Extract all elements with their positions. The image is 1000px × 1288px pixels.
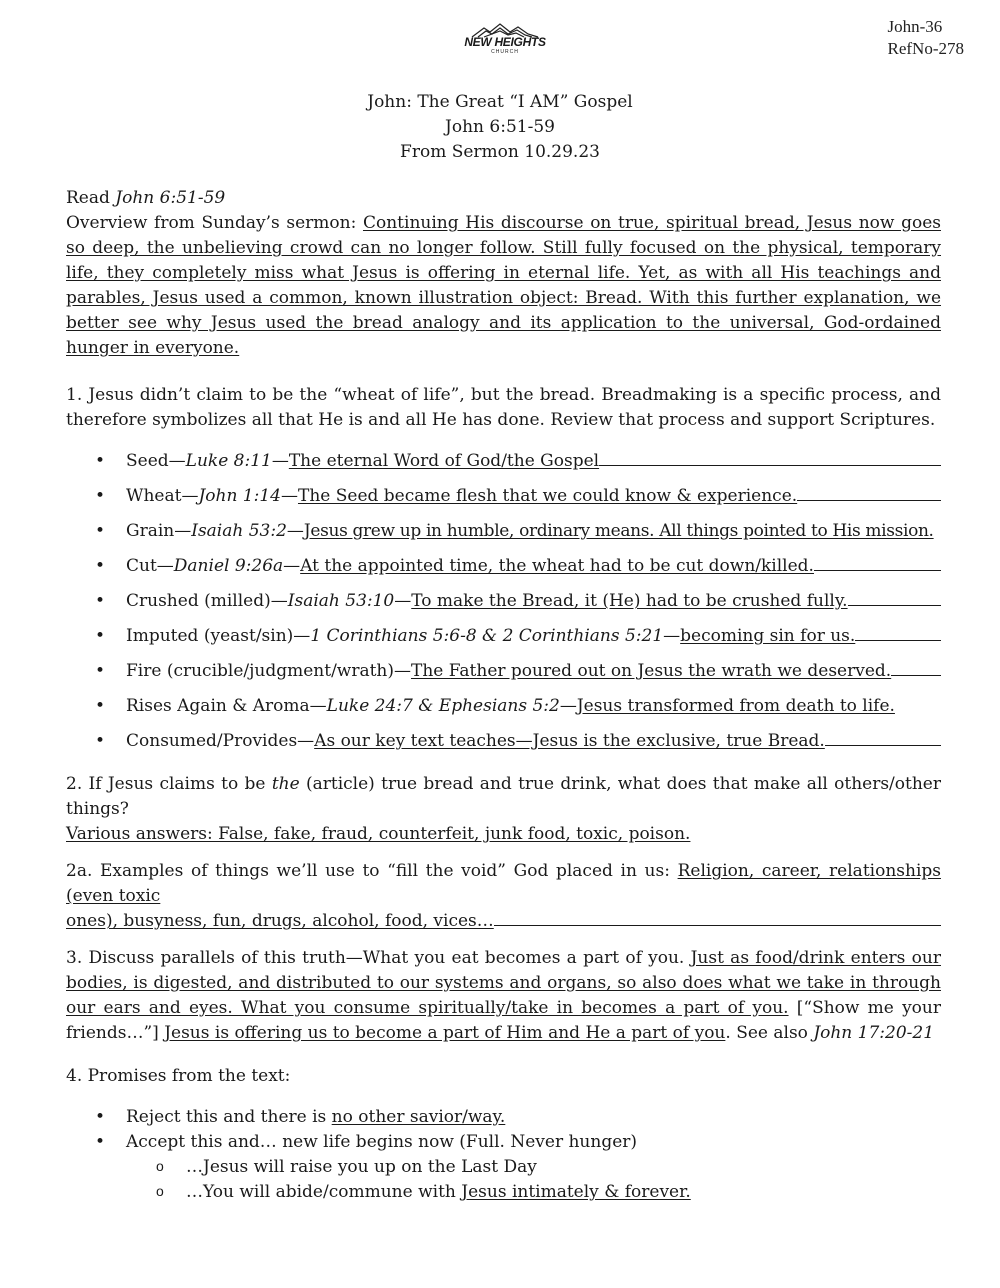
title-line-3: From Sermon 10.29.23 [400, 142, 600, 162]
document-title [0, 90, 1000, 165]
title-line-2: John 6:51-59 [445, 117, 555, 137]
sub-list-item: o …Jesus will raise you up on the Last Day [66, 1155, 941, 1180]
promises-sublist [66, 1155, 941, 1205]
overview-answer: Continuing His discourse on true, spiritual bread, Jesus now goes so deep, the unbelieving crowd can no longer follow. Still fully focused on the physical, temporary life, they completely miss what Jesus is offering in eternal life. Yet, as with all His teachings and parables, Jesus used a common, known illustration object: Bread. With this further explanation, we better see why Jesus used the bread analogy and its application to the universal, God-ordained hunger in everyone. [66, 213, 941, 358]
answer: Jesus is offering us to become a part of Him and He a part of you [164, 1023, 726, 1043]
answer: The Seed became flesh that we could know & experience. [297, 486, 798, 506]
answer: Jesus transformed from death to life. [576, 696, 895, 716]
overview-label: Overview from Sunday’s sermon: [66, 213, 363, 233]
logo-name: NEW HEIGHTS [464, 35, 546, 49]
sub-list-item: o …You will abide/commune with Jesus intimately & forever. [66, 1180, 941, 1205]
list-item: • Cut— Daniel 9:26a — At the appointed time, the wheat had to be cut down/killed. [66, 554, 941, 579]
ref-line-2: RefNo-278 [887, 39, 964, 58]
logo-subtitle: CHURCH [491, 49, 519, 55]
promises-list [66, 1105, 941, 1155]
answer: Just as food/drink enters our bodies, is digested, and distributed to our systems and organs, so also does what we take in through our ears and eyes. What you consume spiritually/take in becomes a part of you. [66, 948, 941, 1018]
content [66, 186, 941, 1205]
read-reference: John 6:51-59 [115, 188, 226, 208]
answer: Jesus grew up in humble, ordinary means. All things pointed to His mission. [303, 521, 934, 541]
list-item: • Grain— Isaiah 53:2 — Jesus grew up in humble, ordinary means. All things pointed to His mission. [66, 519, 941, 544]
answer: As our key text teaches—Jesus is the exclusive, true Bread. [314, 731, 825, 751]
list-item: • Wheat— John 1:14 — The Seed became flesh that we could know & experience. [66, 484, 941, 509]
answer: The eternal Word of God/the Gospel [288, 451, 600, 471]
question-1: 1. Jesus didn’t claim to be the “wheat of life”, but the bread. Breadmaking is a specific process, and therefore symbolizes all that He is and all He has done. Review that process and support Scriptures. [66, 385, 941, 430]
reference-block [888, 16, 964, 60]
answer: The Father poured out on Jesus the wrath we deserved. [411, 661, 892, 681]
overview-paragraph [66, 211, 941, 361]
question-2a: 2a. Examples of things we’ll use to “fill the void” God placed in us: Religion, career, relationships (even toxic [66, 861, 941, 906]
list-item: • Fire (crucible/judgment/wrath)— The Father poured out on Jesus the wrath we deserved. [66, 659, 941, 684]
answer: To make the Bread, it (He) had to be crushed fully. [411, 591, 848, 611]
question-2a-line-2: ones), busyness, fun, drugs, alcohol, food, vices… [66, 909, 941, 934]
answer: At the appointed time, the wheat had to be cut down/killed. [300, 556, 814, 576]
read-line: Read John 6:51-59 [66, 188, 226, 208]
list-item: • Imputed (yeast/sin)— 1 Corinthians 5:6-8 & 2 Corinthians 5:21 — becoming sin for us. [66, 624, 941, 649]
title-line-1: John: The Great “I AM” Gospel [367, 92, 633, 112]
list-item: • Rises Again & Aroma— Luke 24:7 & Ephesians 5:2 — Jesus transformed from death to life. [66, 694, 941, 719]
list-item: • Reject this and there is no other savior/way. [66, 1105, 941, 1130]
list-item: • Consumed/Provides— As our key text teaches—Jesus is the exclusive, true Bread. [66, 729, 941, 754]
list-item: • Crushed (milled)— Isaiah 53:10 — To make the Bread, it (He) had to be crushed fully. [66, 589, 941, 614]
question-2-answer: Various answers: False, fake, fraud, counterfeit, junk food, toxic, poison. [66, 824, 691, 844]
list-item: • Seed— Luke 8:11 — The eternal Word of God/the Gospel [66, 449, 941, 474]
question-3: 3. Discuss parallels of this truth—What you eat becomes a part of you. Just as food/drink enters our bodies, is digested, and distributed to our systems and organs, so also does what we take in through our ears and eyes. What you consume spiritually/take in becomes a part of you. [“Show me your friends…”] Jesus is offering us to become a part of Him and He a part of you. See also John 17:20-21 [66, 948, 941, 1043]
breadmaking-list [66, 449, 941, 754]
question-2: 2. If Jesus claims to be the (article) true bread and true drink, what does that make all others/other things? [66, 774, 941, 819]
ref-line-1: John-36 [887, 17, 943, 36]
question-4: 4. Promises from the text: [66, 1066, 291, 1086]
answer: becoming sin for us. [680, 626, 856, 646]
list-item: • Accept this and… new life begins now (Full. Never hunger) [66, 1130, 941, 1155]
church-logo [455, 22, 555, 72]
